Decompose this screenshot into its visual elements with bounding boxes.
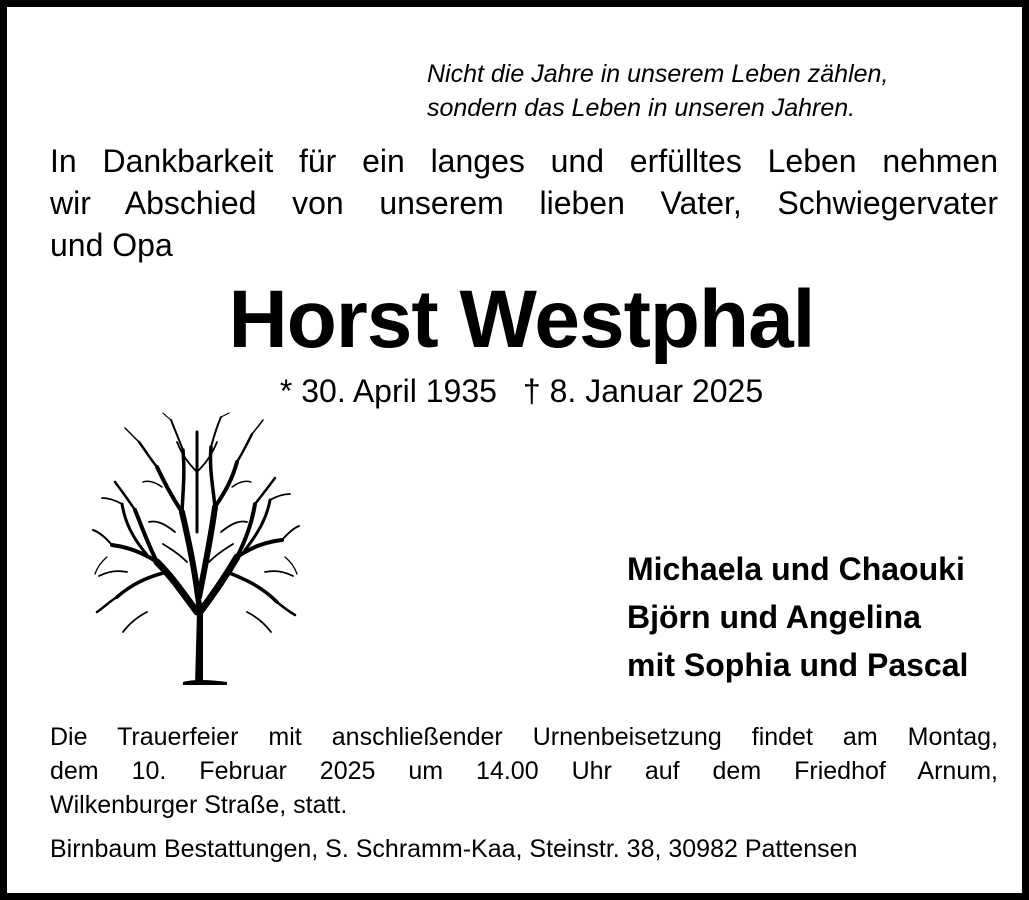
family-line: Michaela und Chaouki [627,551,965,587]
quote-line: Nicht die Jahre in unserem Leben zählen, [427,60,889,88]
intro-line: In Dankbarkeit für ein langes und erfülltes Leben nehmen [50,143,998,179]
quote-line: sondern das Leben in unseren Jahren. [427,94,856,122]
memorial-quote [427,57,999,125]
deceased-name: Horst Westphal [228,274,815,365]
family-line: mit Sophia und Pascal [627,647,969,683]
bereaved-family [627,545,1007,689]
birth-date: * 30. April 1935 [279,373,497,409]
ceremony-line: Wilkenburger Straße, statt. [50,791,348,819]
ceremony-line: dem 10. Februar 2025 um 14.00 Uhr auf dem Friedhof Arnum, [50,757,998,785]
family-line: Björn und Angelina [627,599,921,635]
funeral-home-info: Birnbaum Bestattungen, S. Schramm-Kaa, Steinstr. 38, 30982 Pattensen [50,835,858,863]
life-dates [7,369,1029,413]
intro-text [50,140,998,266]
intro-line: und Opa [50,227,173,263]
ceremony-details [50,720,998,822]
ceremony-line: Die Trauerfeier mit anschließender Urnenbeisetzung findet am Montag, [50,723,998,751]
death-date: † 8. Januar 2025 [522,373,764,409]
intro-line: wir Abschied von unserem lieben Vater, Schwiegervater [50,185,998,221]
bare-tree-icon [87,412,302,687]
